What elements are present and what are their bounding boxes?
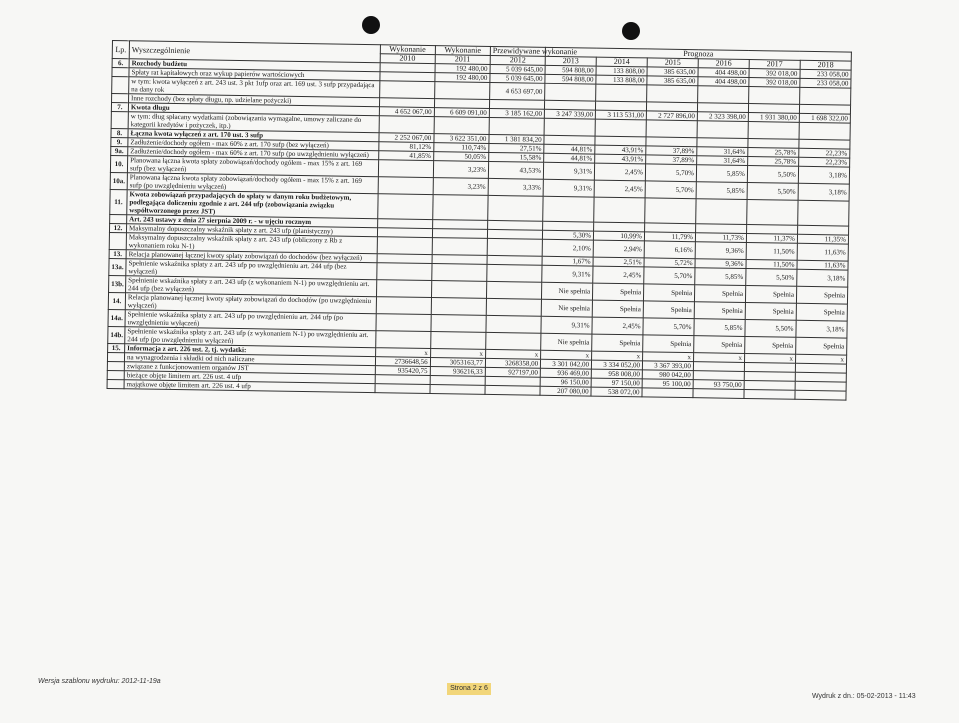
- value-cell: 11,37%: [746, 233, 797, 243]
- value-cell: 2,45%: [592, 317, 643, 335]
- table-body: [107, 59, 851, 401]
- row-number: 13b.: [109, 275, 126, 292]
- value-cell: Spełnia: [694, 336, 745, 354]
- value-cell: [596, 84, 647, 102]
- value-cell: [489, 117, 544, 135]
- value-cell: [642, 388, 693, 398]
- row-label: Spłaty rat kapitałowych oraz wykup papierów wartościowych: [129, 68, 380, 81]
- row-label: Łączna kwota wyłączeń z art. 170 ust. 3 sufp: [128, 129, 379, 142]
- row-number: 14b.: [108, 326, 125, 343]
- value-cell: 4 652 067,00: [379, 107, 434, 117]
- value-cell: 1 931 380,00: [748, 113, 799, 123]
- value-cell: [697, 121, 748, 139]
- value-cell: 25,78%: [748, 156, 799, 166]
- value-cell: [799, 87, 850, 105]
- value-cell: 2,45%: [594, 163, 645, 181]
- value-cell: [431, 315, 486, 333]
- value-cell: [749, 87, 800, 105]
- value-cell: [379, 116, 434, 134]
- value-cell: Spełnia: [592, 334, 643, 352]
- value-cell: x: [541, 350, 592, 360]
- print-timestamp: Wydruk z dn.: 05-02-2013 - 11:43: [812, 693, 916, 700]
- value-cell: 2 252 067,00: [378, 133, 433, 143]
- value-cell: x: [485, 349, 540, 359]
- value-cell: [434, 117, 489, 135]
- value-cell: 2,51%: [593, 257, 644, 267]
- value-cell: 9,31%: [544, 162, 595, 180]
- value-cell: 133 808,00: [596, 66, 647, 76]
- value-cell: [431, 264, 486, 282]
- row-label: Zadłużenie/dochody ogółem - max 60% z art. 170 sufp (bez wyłączeń): [128, 138, 379, 151]
- value-cell: 4 653 697,00: [490, 82, 545, 100]
- value-cell: 5,85%: [696, 182, 747, 200]
- row-label: Relacja planowanej łącznej kwoty spłaty zobowiązań do dochodów (bez wyłączeń): [126, 250, 377, 263]
- value-cell: 11,50%: [746, 259, 797, 269]
- row-number: [107, 361, 124, 370]
- value-cell: [375, 331, 430, 349]
- row-number: [112, 77, 129, 94]
- row-label: Planowana łączna kwota spłaty zobowiązań/dochody ogółem - max 15% z art. 169 sufp (bez wyłączeń): [127, 156, 378, 177]
- value-cell: 3268358,00: [485, 358, 540, 368]
- value-cell: [432, 195, 488, 221]
- value-cell: 15,58%: [489, 152, 544, 162]
- value-cell: 41,85%: [378, 151, 433, 161]
- value-cell: 2,94%: [593, 240, 644, 258]
- row-label: Spełnienie wskaźnika spłaty z art. 243 ufp po uwzględnieniu art. 244 ufp (po uwzględnieniu wyłączeń): [125, 310, 376, 331]
- value-cell: [430, 385, 485, 395]
- value-cell: 2 323 398,00: [697, 112, 748, 122]
- value-cell: 11,50%: [746, 242, 797, 260]
- header-col2: Wykonanie: [435, 46, 490, 56]
- row-number: 9.: [111, 137, 128, 146]
- row-number: 14a.: [108, 309, 125, 326]
- header-year: 2011: [435, 55, 490, 65]
- value-cell: 11,35%: [797, 234, 848, 244]
- value-cell: [431, 281, 486, 299]
- value-cell: Spełnia: [745, 302, 796, 320]
- value-cell: Spełnia: [796, 337, 847, 355]
- value-cell: 2 727 896,00: [646, 111, 697, 121]
- value-cell: 22,23%: [799, 157, 850, 167]
- row-number: 13.: [109, 249, 126, 258]
- value-cell: [434, 82, 489, 100]
- row-number: 6.: [112, 59, 129, 68]
- value-cell: Nie spełnia: [541, 299, 592, 317]
- value-cell: [375, 314, 430, 332]
- row-number: 7.: [111, 103, 128, 112]
- value-cell: 192 480,00: [435, 73, 490, 83]
- row-number: [107, 379, 124, 388]
- value-cell: 594 808,00: [545, 74, 596, 84]
- value-cell: [486, 315, 541, 333]
- value-cell: [795, 390, 846, 400]
- value-cell: 2,45%: [594, 180, 645, 198]
- row-number: [112, 94, 129, 103]
- value-cell: 9,31%: [542, 265, 593, 283]
- value-cell: 404 498,00: [698, 68, 749, 78]
- value-cell: 11,73%: [695, 233, 746, 243]
- value-cell: x: [694, 353, 745, 363]
- value-cell: [376, 263, 431, 281]
- value-cell: 3,18%: [798, 183, 849, 201]
- value-cell: Spełnia: [745, 285, 796, 303]
- value-cell: [431, 298, 486, 316]
- value-cell: [432, 238, 487, 256]
- value-cell: [430, 332, 485, 350]
- row-number: [112, 68, 129, 77]
- value-cell: [377, 194, 433, 220]
- row-number: [107, 370, 124, 379]
- value-cell: Nie spełnia: [541, 333, 592, 351]
- value-cell: [379, 81, 434, 99]
- value-cell: 43,53%: [488, 161, 543, 179]
- value-cell: [544, 118, 595, 136]
- value-cell: 404 498,00: [698, 77, 749, 87]
- value-cell: [595, 119, 646, 137]
- value-cell: 3,23%: [433, 161, 488, 179]
- value-cell: 5,50%: [747, 182, 798, 200]
- row-number: 14.: [108, 292, 125, 309]
- value-cell: x: [375, 348, 430, 358]
- row-label: Kwota długu: [128, 103, 379, 116]
- value-cell: 5,30%: [543, 230, 594, 240]
- value-cell: 44,81%: [544, 153, 595, 163]
- value-cell: Spełnia: [593, 283, 644, 301]
- row-number: [111, 111, 128, 128]
- header-year: 2012: [490, 55, 545, 65]
- value-cell: x: [643, 352, 694, 362]
- value-cell: 1 698 322,00: [799, 113, 850, 123]
- row-number: 8.: [111, 128, 128, 137]
- value-cell: 936 469,00: [540, 368, 591, 378]
- value-cell: 3 113 531,00: [595, 110, 646, 120]
- row-number: [110, 214, 127, 223]
- value-cell: 5,72%: [644, 258, 695, 268]
- row-number: 9a.: [111, 146, 128, 155]
- value-cell: Spełnia: [796, 286, 847, 304]
- value-cell: [376, 280, 431, 298]
- value-cell: [594, 197, 645, 223]
- value-cell: Nie spełnia: [542, 282, 593, 300]
- value-cell: 538 072,00: [591, 387, 642, 397]
- financial-forecast-table: [107, 40, 852, 401]
- template-version: Wersja szablonu wydruku: 2012-11-19a: [38, 678, 161, 685]
- value-cell: 385 635,00: [647, 76, 698, 86]
- value-cell: 44,81%: [544, 144, 595, 154]
- value-cell: Spełnia: [644, 284, 695, 302]
- value-cell: 22,23%: [799, 148, 850, 158]
- header-prognoza: Prognoza: [545, 47, 851, 61]
- value-cell: 110,74%: [434, 143, 489, 153]
- row-label: związane z funkcjonowaniem organów JST: [124, 362, 375, 375]
- value-cell: 43,91%: [595, 154, 646, 164]
- value-cell: 43,91%: [595, 145, 646, 155]
- value-cell: 3,18%: [796, 320, 847, 338]
- row-label: majątkowe objęte limitem art. 226 ust. 4 ufp: [124, 380, 375, 393]
- row-number: 10a.: [110, 172, 127, 189]
- header-col3: Przewidywane wykonanie: [490, 46, 545, 56]
- row-label: Art. 243 ustawy z dnia 27 sierpnia 2009 r. - w ujęciu rocznym: [127, 215, 378, 228]
- value-cell: 594 808,00: [545, 65, 596, 75]
- value-cell: 392 018,00: [749, 69, 800, 79]
- value-cell: 927197,00: [485, 367, 540, 377]
- row-number: 11.: [110, 189, 127, 214]
- value-cell: [378, 177, 433, 195]
- row-label: Kwota zobowiązań przypadających do spłaty w danym roku budżetowym, podlegająca doliczeniu zgodnie z art. 244 ufp (zobowiązania związku współtworzonego przez JST): [127, 190, 378, 219]
- value-cell: 81,12%: [378, 142, 433, 152]
- header-year: 2017: [749, 60, 800, 70]
- value-cell: 37,89%: [646, 146, 697, 156]
- value-cell: 10,99%: [594, 231, 645, 241]
- value-cell: 5,70%: [644, 267, 695, 285]
- value-cell: 5,50%: [747, 165, 798, 183]
- value-cell: 3053163,77: [430, 358, 485, 368]
- value-cell: [377, 237, 432, 255]
- value-cell: Spełnia: [694, 285, 745, 303]
- page-number: Strona 2 z 6: [447, 683, 491, 695]
- value-cell: 96 150,00: [540, 377, 591, 387]
- value-cell: [487, 238, 542, 256]
- row-label: w tym: kwota wyłączeń z art. 243 ust. 3 pkt 1ufp oraz art. 169 ust. 3 sufp przypadająca na dany rok: [129, 77, 380, 98]
- value-cell: Spełnia: [643, 335, 694, 353]
- value-cell: 37,89%: [646, 155, 697, 165]
- value-cell: [485, 385, 540, 395]
- value-cell: 9,31%: [543, 179, 594, 197]
- punch-hole-left: [362, 16, 380, 34]
- value-cell: 31,64%: [697, 156, 748, 166]
- value-cell: 233 058,00: [800, 78, 851, 88]
- value-cell: 97 150,00: [591, 378, 642, 388]
- value-cell: 9,36%: [695, 242, 746, 260]
- value-cell: x: [430, 349, 485, 359]
- value-cell: 192 480,00: [435, 64, 490, 74]
- value-cell: 31,64%: [697, 147, 748, 157]
- value-cell: 133 808,00: [596, 75, 647, 85]
- row-label: Informacja z art. 226 ust. 2, tj. wydatki:: [125, 344, 376, 357]
- value-cell: [798, 200, 849, 226]
- value-cell: 392 018,00: [749, 78, 800, 88]
- value-cell: 5,50%: [746, 268, 797, 286]
- value-cell: 385 635,00: [647, 67, 698, 77]
- value-cell: 93 750,00: [693, 380, 744, 390]
- value-cell: 3 301 042,00: [541, 359, 592, 369]
- value-cell: 3,18%: [798, 166, 849, 184]
- value-cell: 5,85%: [696, 165, 747, 183]
- value-cell: 980 042,00: [642, 370, 693, 380]
- row-label: Rozchody budżetu: [129, 59, 380, 72]
- value-cell: 5,70%: [645, 181, 696, 199]
- header-col1: Wykonanie: [380, 45, 435, 55]
- value-cell: [748, 122, 799, 140]
- row-label: Planowana łączna kwota spłaty zobowiązań/dochody ogółem - max 15% z art. 169 sufp (po uwzględnieniu wyłączeń): [127, 173, 378, 194]
- value-cell: [486, 281, 541, 299]
- value-cell: [488, 195, 544, 221]
- value-cell: 9,31%: [541, 316, 592, 334]
- value-cell: [375, 384, 430, 394]
- value-cell: 5 039 645,00: [490, 73, 545, 83]
- value-cell: x: [592, 351, 643, 361]
- punch-hole-right: [622, 22, 640, 40]
- value-cell: 3 247 339,00: [544, 109, 595, 119]
- row-number: [107, 352, 124, 361]
- value-cell: 50,05%: [433, 152, 488, 162]
- value-cell: [799, 122, 850, 140]
- value-cell: 6 609 091,00: [434, 108, 489, 118]
- value-cell: 233 058,00: [800, 69, 851, 79]
- row-label: Relacja planowanej łącznej kwoty spłaty zobowiązań do dochodów (po uwzględnieniu wyłączeń): [125, 293, 376, 314]
- document-page: [107, 40, 852, 401]
- value-cell: [486, 332, 541, 350]
- value-cell: 3,23%: [433, 178, 488, 196]
- row-number: [109, 232, 126, 249]
- value-cell: 3,33%: [488, 178, 543, 196]
- value-cell: 11,63%: [797, 260, 848, 270]
- row-label: Spełnienie wskaźnika spłaty z art. 243 ufp (z wykonaniem N-1) po uwzględnieniu art. 244 ufp (bez wyłączeń): [126, 276, 377, 297]
- value-cell: 27,51%: [489, 143, 544, 153]
- value-cell: 207 080,00: [540, 386, 591, 396]
- value-cell: 11,63%: [797, 243, 848, 261]
- header-year: 2010: [380, 54, 435, 64]
- value-cell: 5,85%: [694, 319, 745, 337]
- value-cell: Spełnia: [592, 300, 643, 318]
- value-cell: 11,79%: [644, 232, 695, 242]
- row-number: 15.: [108, 343, 125, 352]
- value-cell: Spełnia: [745, 336, 796, 354]
- value-cell: [378, 160, 433, 178]
- row-label: Maksymalny dopuszczalny wskaźnik spłaty z art. 243 ufp (planistyczny): [126, 224, 377, 237]
- value-cell: 936216,33: [430, 367, 485, 377]
- value-cell: [647, 85, 698, 103]
- header-name: Wyszczególnienie: [129, 41, 380, 63]
- header-year: 2013: [545, 56, 596, 66]
- value-cell: [487, 264, 542, 282]
- value-cell: [545, 83, 596, 101]
- value-cell: [486, 298, 541, 316]
- row-label: w tym: dług spłacany wydatkami (zobowiązania wymagalne, umowy zaliczane do kategorii kredytów i pożyczek, itp.): [128, 112, 379, 133]
- header-year: 2018: [800, 60, 851, 70]
- value-cell: 25,78%: [748, 148, 799, 158]
- value-cell: 2,45%: [593, 266, 644, 284]
- value-cell: x: [795, 354, 846, 364]
- value-cell: Spełnia: [796, 303, 847, 321]
- value-cell: 5,70%: [643, 318, 694, 336]
- value-cell: 3 185 162,00: [489, 108, 544, 118]
- value-cell: [747, 199, 798, 225]
- value-cell: [646, 120, 697, 138]
- value-cell: [376, 297, 431, 315]
- row-label: Spełnienie wskaźnika spłaty z art. 243 ufp (z wykonaniem N-1) po uwzględnieniu art. 244 ufp (po uwzględnieniu wyłączeń): [125, 327, 376, 348]
- value-cell: [744, 389, 795, 399]
- value-cell: 5,85%: [695, 268, 746, 286]
- row-number: 12.: [109, 223, 126, 232]
- row-label: Inne rozchody (bez spłaty długu, np. udzielane pożyczki): [129, 94, 380, 107]
- value-cell: 5,50%: [745, 319, 796, 337]
- value-cell: 9,36%: [695, 259, 746, 269]
- row-label: bieżące objęte limitem art. 226 ust. 4 ufp: [124, 371, 375, 384]
- value-cell: 5,70%: [645, 164, 696, 182]
- value-cell: 935420,75: [375, 366, 430, 376]
- value-cell: 5 039 645,00: [490, 64, 545, 74]
- value-cell: Spełnia: [643, 301, 694, 319]
- value-cell: x: [744, 353, 795, 363]
- value-cell: 3 622 351,00: [434, 134, 489, 144]
- value-cell: 958 008,00: [591, 369, 642, 379]
- value-cell: 3 334 052,00: [591, 360, 642, 370]
- value-cell: 6,16%: [644, 241, 695, 259]
- header-year: 2016: [698, 59, 749, 69]
- value-cell: 1,67%: [542, 256, 593, 266]
- header-year: 2015: [647, 58, 698, 68]
- row-label: Maksymalny dopuszczalny wskaźnik spłaty z art. 243 ufp (obliczony z Rb z wykonaniem roku N-1): [126, 233, 377, 254]
- value-cell: 1 381 834,20: [489, 134, 544, 144]
- value-cell: [543, 196, 594, 222]
- value-cell: 3,18%: [797, 269, 848, 287]
- header-year: 2014: [596, 57, 647, 67]
- row-number: 13a.: [109, 258, 126, 275]
- header-lp: Lp.: [112, 41, 129, 59]
- value-cell: 3 367 393,00: [642, 361, 693, 371]
- value-cell: 2736648,56: [375, 357, 430, 367]
- value-cell: 2,10%: [542, 239, 593, 257]
- value-cell: [693, 389, 744, 399]
- value-cell: Spełnia: [694, 302, 745, 320]
- value-cell: [696, 199, 747, 225]
- value-cell: [698, 86, 749, 104]
- row-label: na wynagrodzenia i składki od nich naliczane: [124, 353, 375, 366]
- row-label: Zadłużenie/dochody ogółem - max 60% z art. 170 sufp (po uwzględnieniu wyłączeń): [128, 147, 379, 160]
- row-label: Spełnienie wskaźnika spłaty z art. 243 ufp po uwzględnieniu art. 244 ufp (bez wyłączeń): [126, 259, 377, 280]
- row-number: 10.: [110, 155, 127, 172]
- value-cell: 95 100,00: [642, 379, 693, 389]
- value-cell: [645, 198, 696, 224]
